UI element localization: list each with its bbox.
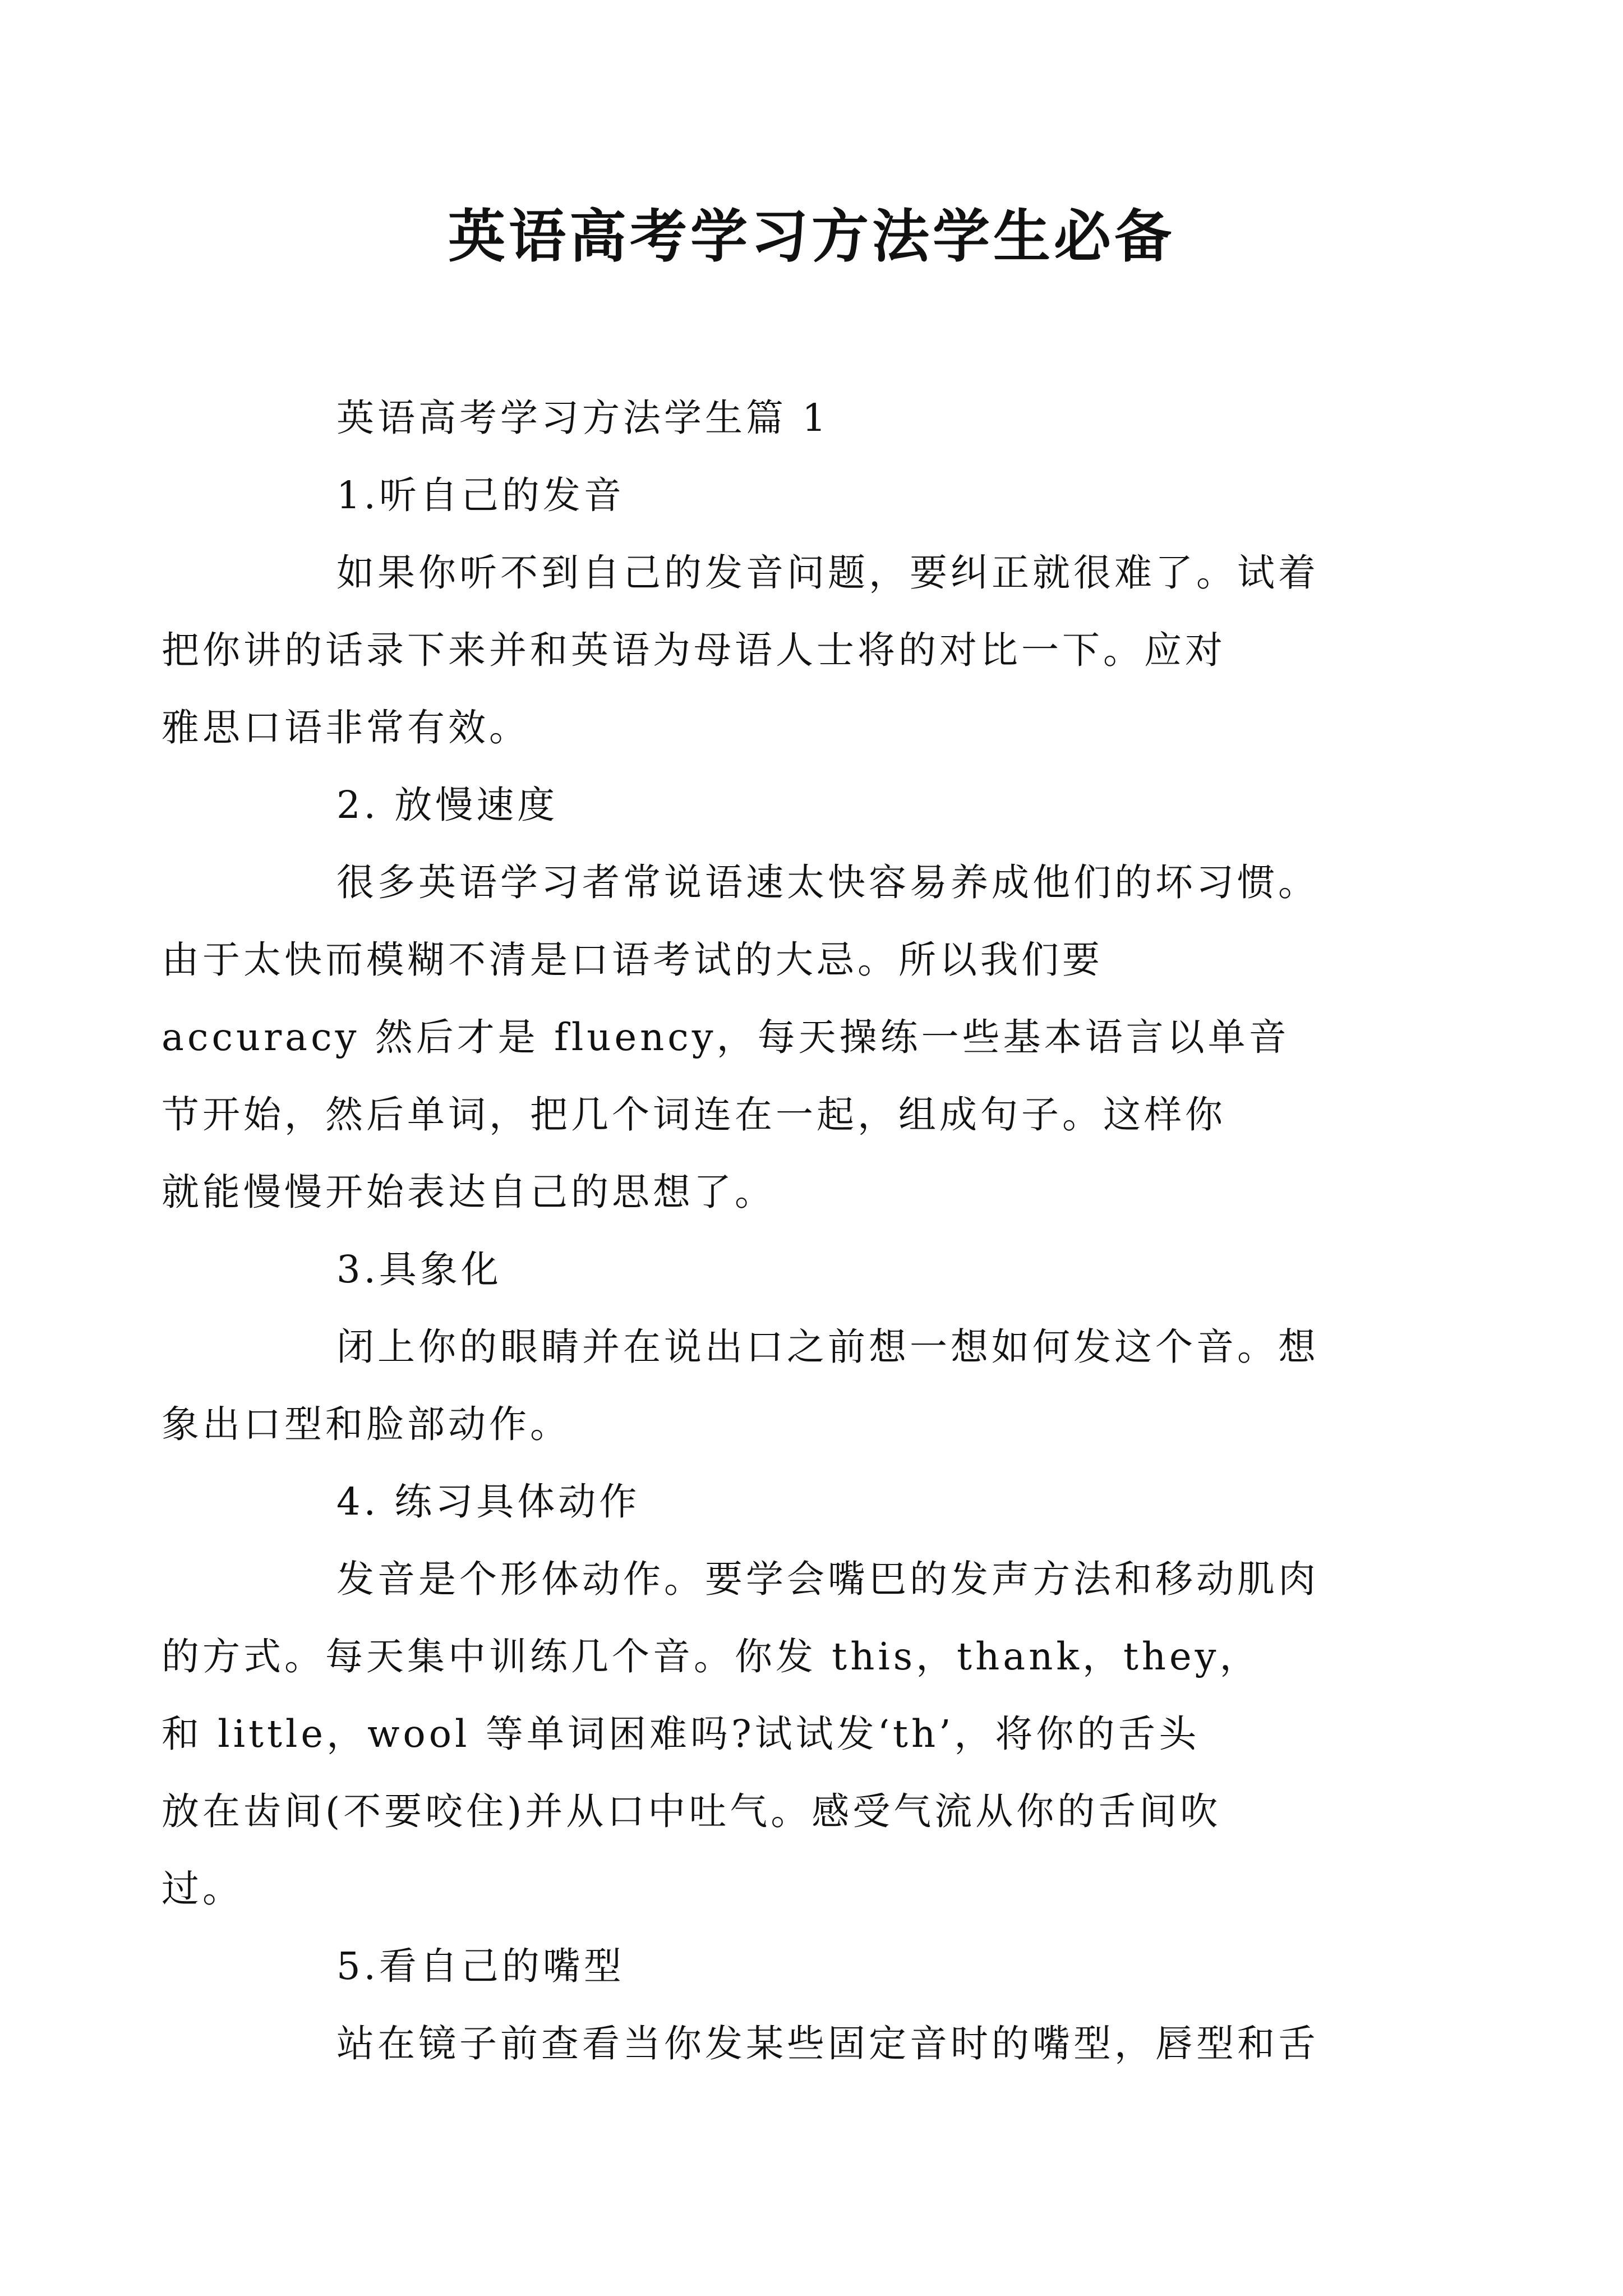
paragraph-line: 雅思口语非常有效。 — [162, 706, 530, 749]
paragraph-line: 由于太快而模糊不清是口语考试的大忌。所以我们要 — [162, 938, 1103, 982]
paragraph-line: 和 little，wool 等单词困难吗?试试发‘th’，将你的舌头 — [162, 1712, 1200, 1756]
paragraph-line: 发音是个形体动作。要学会嘴巴的发声方法和移动肌肉 — [336, 1557, 1319, 1601]
item-heading-5: 5.看自己的嘴型 — [336, 1944, 625, 1988]
document-body — [162, 379, 1387, 2082]
paragraph-line: 放在齿间(不要咬住)并从口中吐气。感受气流从你的舌间吹 — [162, 1789, 1221, 1833]
document-title: 英语高考学习方法学生必备 — [448, 203, 1175, 270]
item-heading-3: 3.具象化 — [336, 1248, 502, 1291]
item-heading-1: 1.听自己的发音 — [336, 473, 625, 517]
item-paragraph-2 — [162, 844, 1387, 1231]
item-paragraph-1 — [162, 534, 1387, 766]
paragraph-line: accuracy 然后才是 fluency，每天操练一些基本语言以单音 — [162, 1015, 1290, 1059]
section-heading: 英语高考学习方法学生篇 1 — [336, 396, 829, 440]
item-paragraph-4 — [162, 1540, 1387, 1927]
paragraph-line: 过。 — [162, 1867, 243, 1911]
item-heading-4: 4. 练习具体动作 — [336, 1480, 640, 1524]
paragraph-line: 的方式。每天集中训练几个音。你发 this，thank，they， — [162, 1635, 1261, 1678]
item-heading-2: 2. 放慢速度 — [336, 783, 559, 827]
paragraph-line: 如果你听不到自己的发音问题，要纠正就很难了。试着 — [336, 551, 1319, 595]
item-paragraph-5 — [249, 2005, 1387, 2082]
item-paragraph-3 — [162, 1308, 1387, 1463]
paragraph-line: 很多英语学习者常说语速太快容易养成他们的坏习惯。 — [336, 861, 1319, 904]
paragraph-line: 象出口型和脸部动作。 — [162, 1402, 571, 1446]
paragraph-line: 站在镜子前查看当你发某些固定音时的嘴型，唇型和舌 — [336, 2022, 1319, 2065]
paragraph-line: 就能慢慢开始表达自己的思想了。 — [162, 1170, 776, 1214]
paragraph-line: 节开始，然后单词，把几个词连在一起，组成句子。这样你 — [162, 1093, 1226, 1137]
paragraph-line: 闭上你的眼睛并在说出口之前想一想如何发这个音。想 — [336, 1325, 1319, 1369]
paragraph-line: 把你讲的话录下来并和英语为母语人士将的对比一下。应对 — [162, 628, 1226, 672]
